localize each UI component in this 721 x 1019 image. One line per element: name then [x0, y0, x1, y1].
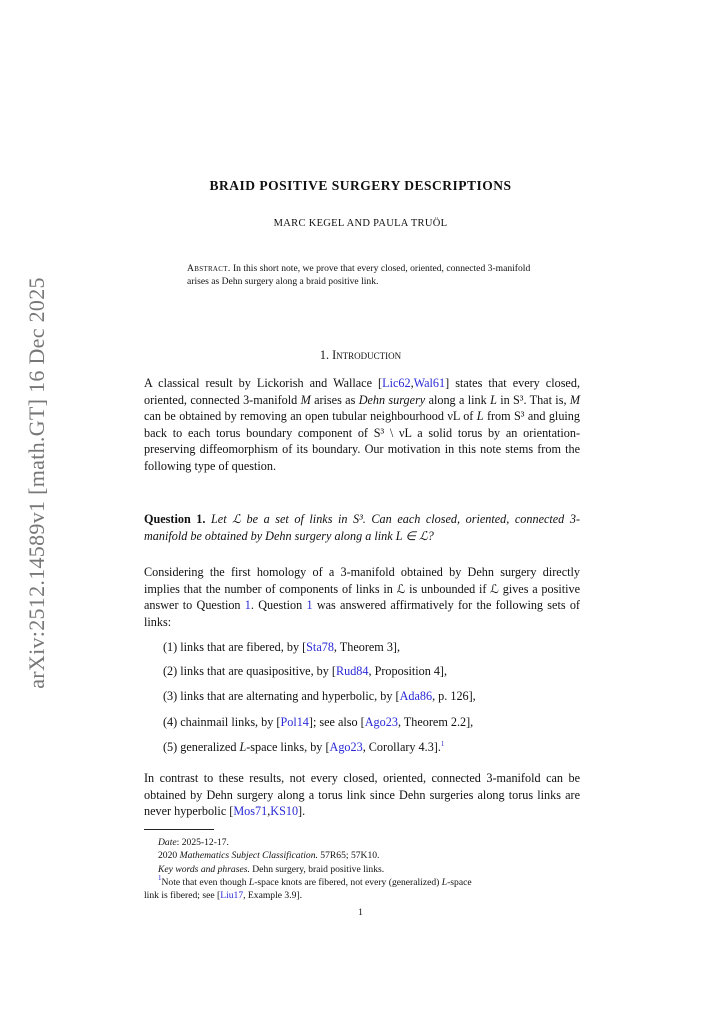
list-item	[163, 640, 400, 655]
text-run: , Corollary 4.3].	[362, 740, 441, 754]
text-run: , Example 3.9].	[243, 890, 303, 901]
text-run: , Theorem 3],	[333, 640, 401, 654]
footnote-marker-link[interactable]: 1	[440, 740, 445, 748]
citation-link[interactable]: Sta78	[306, 640, 334, 654]
text-run: ,	[410, 376, 414, 390]
text-run: (1) links that are fibered, by [	[163, 640, 307, 654]
citation-link[interactable]: Ada86	[399, 689, 433, 703]
text-run: ].	[298, 804, 306, 819]
text-run: In contrast to these results, not every closed, oriented, connected 3-manifold can be obtained by Dehn surgery along a torus link since Dehn surgeries along torus links are never hyperbolic [	[144, 771, 580, 819]
question-reference-link[interactable]: 1	[244, 598, 251, 613]
citation-link[interactable]: Ago23	[364, 715, 398, 729]
text-run: -space	[447, 877, 472, 888]
footnote-value: Dehn surgery, braid positive links.	[249, 864, 385, 875]
text-run: arises as	[310, 392, 359, 407]
text-run: (5) generalized	[163, 740, 240, 754]
text-run: from S³ and gluing back to each torus boundary component of S³ \ νL a solid torus by an orientation-preserving diffeomorphism of its boundary. Our motivation in this note stems from the following type of question.	[144, 409, 580, 473]
math-symbol: L	[248, 877, 255, 888]
list-item	[163, 740, 444, 755]
list-item	[163, 664, 447, 679]
page-number: 1	[358, 907, 363, 918]
text-run: , Proposition 4],	[368, 664, 448, 678]
math-symbol: L	[476, 409, 484, 424]
section-title: Introduction	[332, 348, 402, 362]
math-symbol: M	[569, 392, 580, 407]
text-run: ] states that every closed, oriented, connected 3-manifold	[144, 376, 580, 407]
text-run: Note that even though	[161, 877, 249, 888]
paper-authors: MARC KEGEL AND PAULA TRUÖL	[273, 218, 448, 229]
text-run: ]; see also [	[308, 715, 365, 729]
abstract-text: In this short note, we prove that every closed, oriented, connected 3-manifold arises as Dehn surgery along a braid positive link.	[187, 263, 531, 288]
citation-link[interactable]: Liu17	[220, 890, 244, 901]
text-run: link is fibered; see [	[144, 890, 221, 901]
math-symbol: L	[441, 877, 448, 888]
footnote-value: 57R65; 57K10.	[317, 850, 380, 861]
footnote-1	[144, 876, 594, 902]
list-item	[163, 715, 473, 730]
citation-link[interactable]: Mos71	[233, 804, 268, 819]
text-run: ,	[267, 804, 271, 819]
text-run: (3) links that are alternating and hyperbolic, by [	[163, 689, 400, 703]
text-run: -space knots are fibered, not every (generalized)	[254, 877, 442, 888]
text-run: . Question	[250, 598, 307, 613]
text-run: -space links, by [	[246, 740, 330, 754]
list-item	[163, 689, 476, 704]
section-heading	[0, 348, 721, 363]
math-symbol: M	[300, 392, 311, 407]
question-1	[144, 511, 580, 544]
text-run: along a link	[425, 392, 491, 407]
citation-link[interactable]: Ago23	[329, 740, 363, 754]
arxiv-identifier: arXiv:2512.14589v1 [math.GT] 16 Dec 2025	[24, 277, 49, 689]
text-run: Considering the first homology of a 3-manifold obtained by Dehn surgery directly implies that the number of components of links in ℒ is unbounded if ℒ gives a positive answer to Question	[144, 565, 580, 613]
intro-paragraph-1	[144, 375, 580, 475]
text-run: (2) links that are quasipositive, by [	[163, 664, 336, 678]
math-symbol: L	[490, 392, 497, 407]
footnote-label: Mathematics Subject Classification.	[179, 850, 318, 861]
citation-link[interactable]: KS10	[270, 804, 299, 819]
text-run: was answered affirmatively for the following sets of links:	[144, 598, 580, 629]
question-heading: Question 1.	[144, 512, 206, 526]
citation-link[interactable]: Pol14	[280, 715, 309, 729]
footnote-msc	[144, 849, 594, 862]
citation-link[interactable]: Lic62	[382, 376, 411, 390]
section-number: 1.	[319, 348, 330, 362]
intro-paragraph-3	[144, 770, 580, 820]
question-body: Let ℒ be a set of links in S³. Can each closed, oriented, connected 3-manifold be obtained by Dehn surgery along a link L ∈ ℒ?	[144, 512, 580, 543]
abstract-label: Abstract.	[187, 263, 231, 274]
text-run: , p. 126],	[432, 689, 476, 703]
intro-paragraph-2	[144, 564, 580, 630]
citation-link[interactable]: Rud84	[335, 664, 369, 678]
arxiv-sidebar	[20, 277, 54, 689]
emphasized-term: Dehn surgery	[358, 392, 426, 407]
question-reference-link[interactable]: 1	[306, 598, 313, 613]
citation-link[interactable]: Wal61	[413, 376, 446, 390]
paper-title: BRAID POSITIVE SURGERY DESCRIPTIONS	[209, 178, 512, 193]
footnote-label: Key words and phrases.	[158, 864, 250, 875]
text-run: (4) chainmail links, by [	[163, 715, 281, 729]
text-run: , Theorem 2.2],	[397, 715, 474, 729]
text-run: can be obtained by removing an open tubular neighbourhood νL of	[144, 409, 477, 424]
footnote-rule	[144, 829, 214, 830]
footnote-label: Date	[158, 837, 177, 848]
footnote-keywords	[144, 863, 594, 876]
footnote-marker: 1	[158, 874, 162, 882]
footnote-value: : 2025-12-17.	[176, 837, 229, 848]
math-symbol: L	[239, 740, 247, 754]
footnote-date	[144, 836, 594, 849]
text-run: in S³. That is,	[496, 392, 570, 407]
footnote-continuation	[144, 889, 594, 902]
footnote-prefix: 2020	[158, 850, 180, 861]
abstract	[187, 262, 539, 288]
text-run: A classical result by Lickorish and Wallace [	[144, 376, 383, 390]
